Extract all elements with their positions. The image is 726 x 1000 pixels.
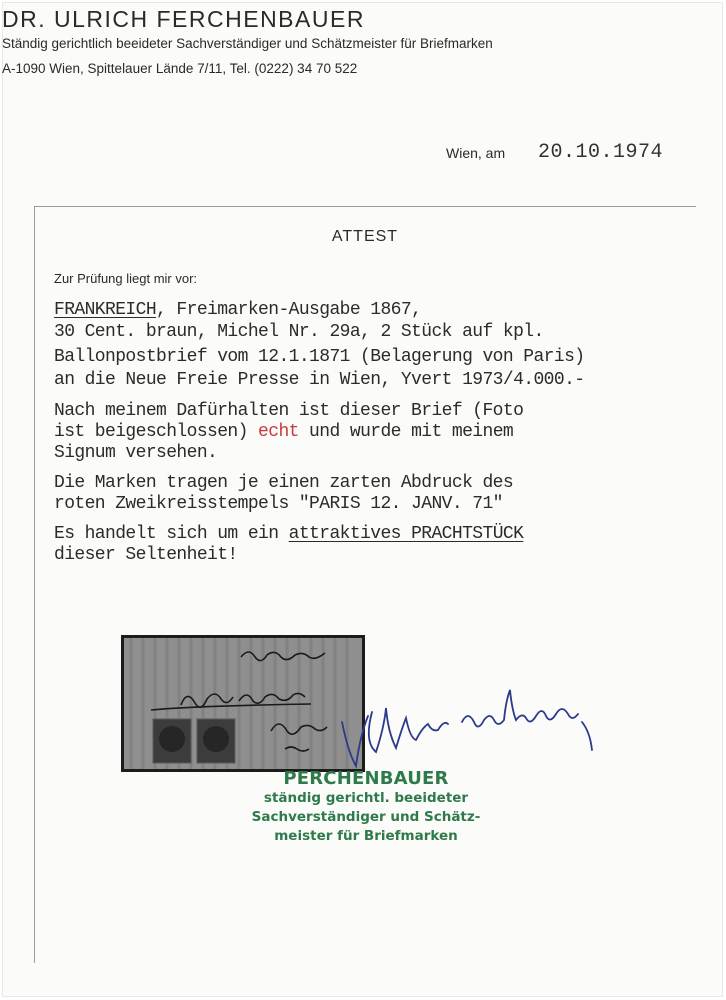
letterhead-address: A-1090 Wien, Spittelauer Lände 7/11, Tel. (0222) 34 70 522 — [2, 61, 358, 76]
paragraph-1-line-3: Ballonpostbrief vom 12.1.1871 (Belagerung von Paris) — [54, 347, 585, 367]
paragraph-1-line-1 — [54, 300, 421, 321]
paragraph-3-line-1: Die Marken tragen je einen zarten Abdruck des — [54, 473, 514, 493]
p2-line2-b: und wurde mit meinem — [298, 422, 514, 442]
date-value: 20.10.1974 — [538, 141, 664, 164]
paragraph-2-line-3: Signum versehen. — [54, 443, 218, 463]
echt-word: echt — [258, 422, 299, 442]
letterhead-name: DR. ULRICH FERCHENBAUER — [2, 6, 365, 32]
date-label: Wien, am — [446, 145, 506, 161]
paragraph-4-line-2: dieser Seltenheit! — [54, 545, 238, 565]
certificate-page — [2, 2, 723, 997]
frame-top-rule — [34, 206, 696, 207]
paragraph-1-line-2: 30 Cent. braun, Michel Nr. 29a, 2 Stück auf kpl. — [54, 322, 544, 342]
prachtstueck-phrase: attraktives PRACHTSTÜCK — [288, 524, 524, 544]
paragraph-4-line-1 — [54, 524, 523, 545]
p1-line1-rest: , Freimarken-Ausgabe 1867, — [156, 300, 422, 320]
paragraph-1-line-4: an die Neue Freie Presse in Wien, Yvert 1973/4.000.- — [54, 370, 585, 390]
cover-photo — [121, 635, 365, 772]
examiner-stamp — [226, 768, 506, 846]
cover-photo-image — [121, 635, 365, 772]
stamp-line-1: ständig gerichtl. beeideter — [263, 790, 469, 806]
attest-title: ATTEST — [331, 228, 399, 245]
signature — [332, 682, 612, 772]
stamp-line-3: meister für Briefmarken — [274, 828, 458, 844]
stamp-name: PERCHENBAUER — [283, 768, 449, 789]
letterhead-subtitle: Ständig gerichtlich beeideter Sachverständiger und Schätzmeister für Briefmarken — [2, 36, 493, 51]
stamp-line-2: Sachverständiger und Schätz- — [251, 809, 481, 825]
paragraph-3-line-2: roten Zweikreisstempels "PARIS 12. JANV. 71" — [54, 494, 503, 514]
p4-line1-a: Es handelt sich um ein — [54, 524, 289, 544]
frame-left-rule — [34, 206, 35, 963]
paragraph-2-line-2 — [54, 422, 513, 443]
paragraph-2-line-1: Nach meinem Dafürhalten ist dieser Brief (Foto — [54, 401, 524, 421]
country-name: FRANKREICH — [54, 300, 157, 320]
intro-text: Zur Prüfung liegt mir vor: — [54, 271, 198, 286]
p2-line2-a: ist beigeschlossen) — [54, 422, 259, 442]
